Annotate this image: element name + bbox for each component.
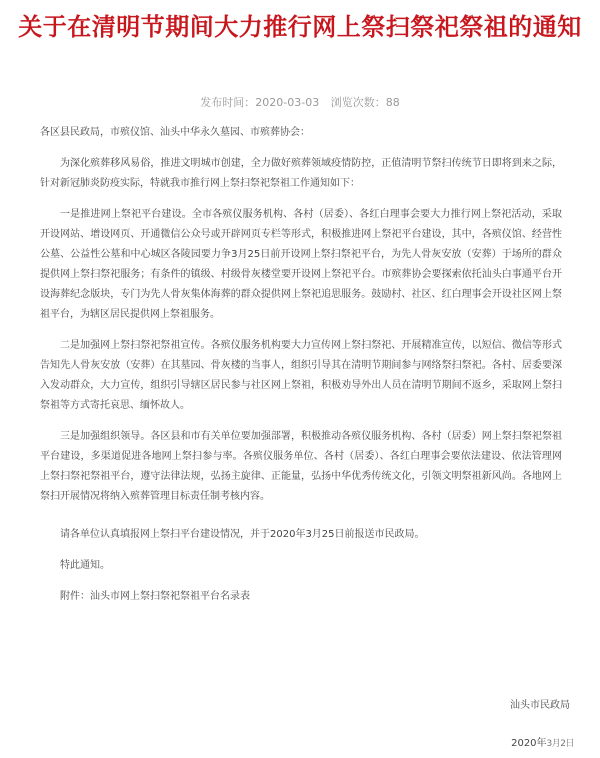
- paragraph-item-2: 二是加强网上祭扫祭祀祭祖宣传。各殡仪服务机构要大力宣传网上祭扫祭祀、开展精准宣传，以短信、微信等形式告知先人骨灰安放（安葬）在其墓园、骨灰楼的当事人，组织引导其在清明节期间参与网络祭扫祭祀。各村、居委要深入发动群众，大力宣传，组织引导辖区居民参与社区网上祭祖，积极劝导外出人员在清明节期间不返乡，采取网上祭扫祭祖等方式寄托哀思、缅怀故人。: [40, 340, 562, 411]
- issue-date-visible: 2020年: [511, 738, 547, 749]
- salutation: 各区县民政局，市殡仪馆、汕头中华永久墓园、市殡葬协会：: [40, 127, 310, 138]
- paragraph-request: 请各单位认真填报网上祭扫平台建设情况，并于2020年3月25日前报送市民政局。: [60, 529, 425, 540]
- attachment-line: 附件：汕头市网上祭扫祭祀祭祖平台名录表: [60, 591, 250, 602]
- article-meta: [0, 94, 600, 110]
- paragraph-item-1: 一是推进网上祭祀平台建设。全市各殡仪服务机构、各村（居委）、各红白理事会要大力推行网上祭祀活动，采取开设网站、增设网页、开通微信公众号或开辟网页专栏等形式，积极推进网上祭祀平台建设，其中，各殡仪馆、经营性公墓、公益性公墓和中心城区各陵园要力争3月25日前开设网上祭扫祭祀平台，为先人骨灰安放（安葬）于场所的群众提供网上祭扫祭祀服务；有条件的镇级、村级骨灰楼堂要开设网上祭祀平台。市殡葬协会要探索依托汕头白事通平台开设海葬纪念版块，专门为先人骨灰集体海葬的群众提供网上祭祀追思服务。鼓励村、社区、红白理事会开设社区网上祭祖平台，为辖区居民提供网上祭祖服务。: [40, 209, 562, 320]
- signature-issuer: 汕头市民政局: [510, 700, 570, 711]
- paragraph-closing: 特此通知。: [60, 560, 110, 571]
- issue-date-obscured: 3月2日: [546, 739, 574, 749]
- publish-time: 发布时间：2020-03-03: [200, 96, 320, 109]
- article-body: [40, 123, 562, 607]
- paragraph-intro: 为深化殡葬移风易俗，推进文明城市创建，全力做好殡葬领域疫情防控，正值清明节祭扫传统节日即将到来之际，针对新冠肺炎防疫实际，特就我市推行网上祭扫祭祀祭祖工作通知如下：: [40, 158, 562, 189]
- paragraph-item-3: 三是加强组织领导。各区县和市有关单位要加强部署，积极推动各殡仪服务机构、各村（居委）网上祭扫祭祀祭祖平台建设，多渠道促进各地网上祭扫参与率。各殡仪服务单位、各村（居委）、各红白理事会要依法建设、依法管理网上祭扫祭祀祭祖平台，遵守法律法规，弘扬主旋律、正能量，弘扬中华优秀传统文化，引领文明祭祖新风尚。各地网上祭扫开展情况将纳入殡葬管理目标责任制考核内容。: [40, 431, 562, 502]
- page-title: 关于在清明节期间大力推行网上祭扫祭祀祭祖的通知: [18, 13, 582, 41]
- view-count: 浏览次数：88: [330, 96, 400, 109]
- issue-date: [511, 734, 574, 749]
